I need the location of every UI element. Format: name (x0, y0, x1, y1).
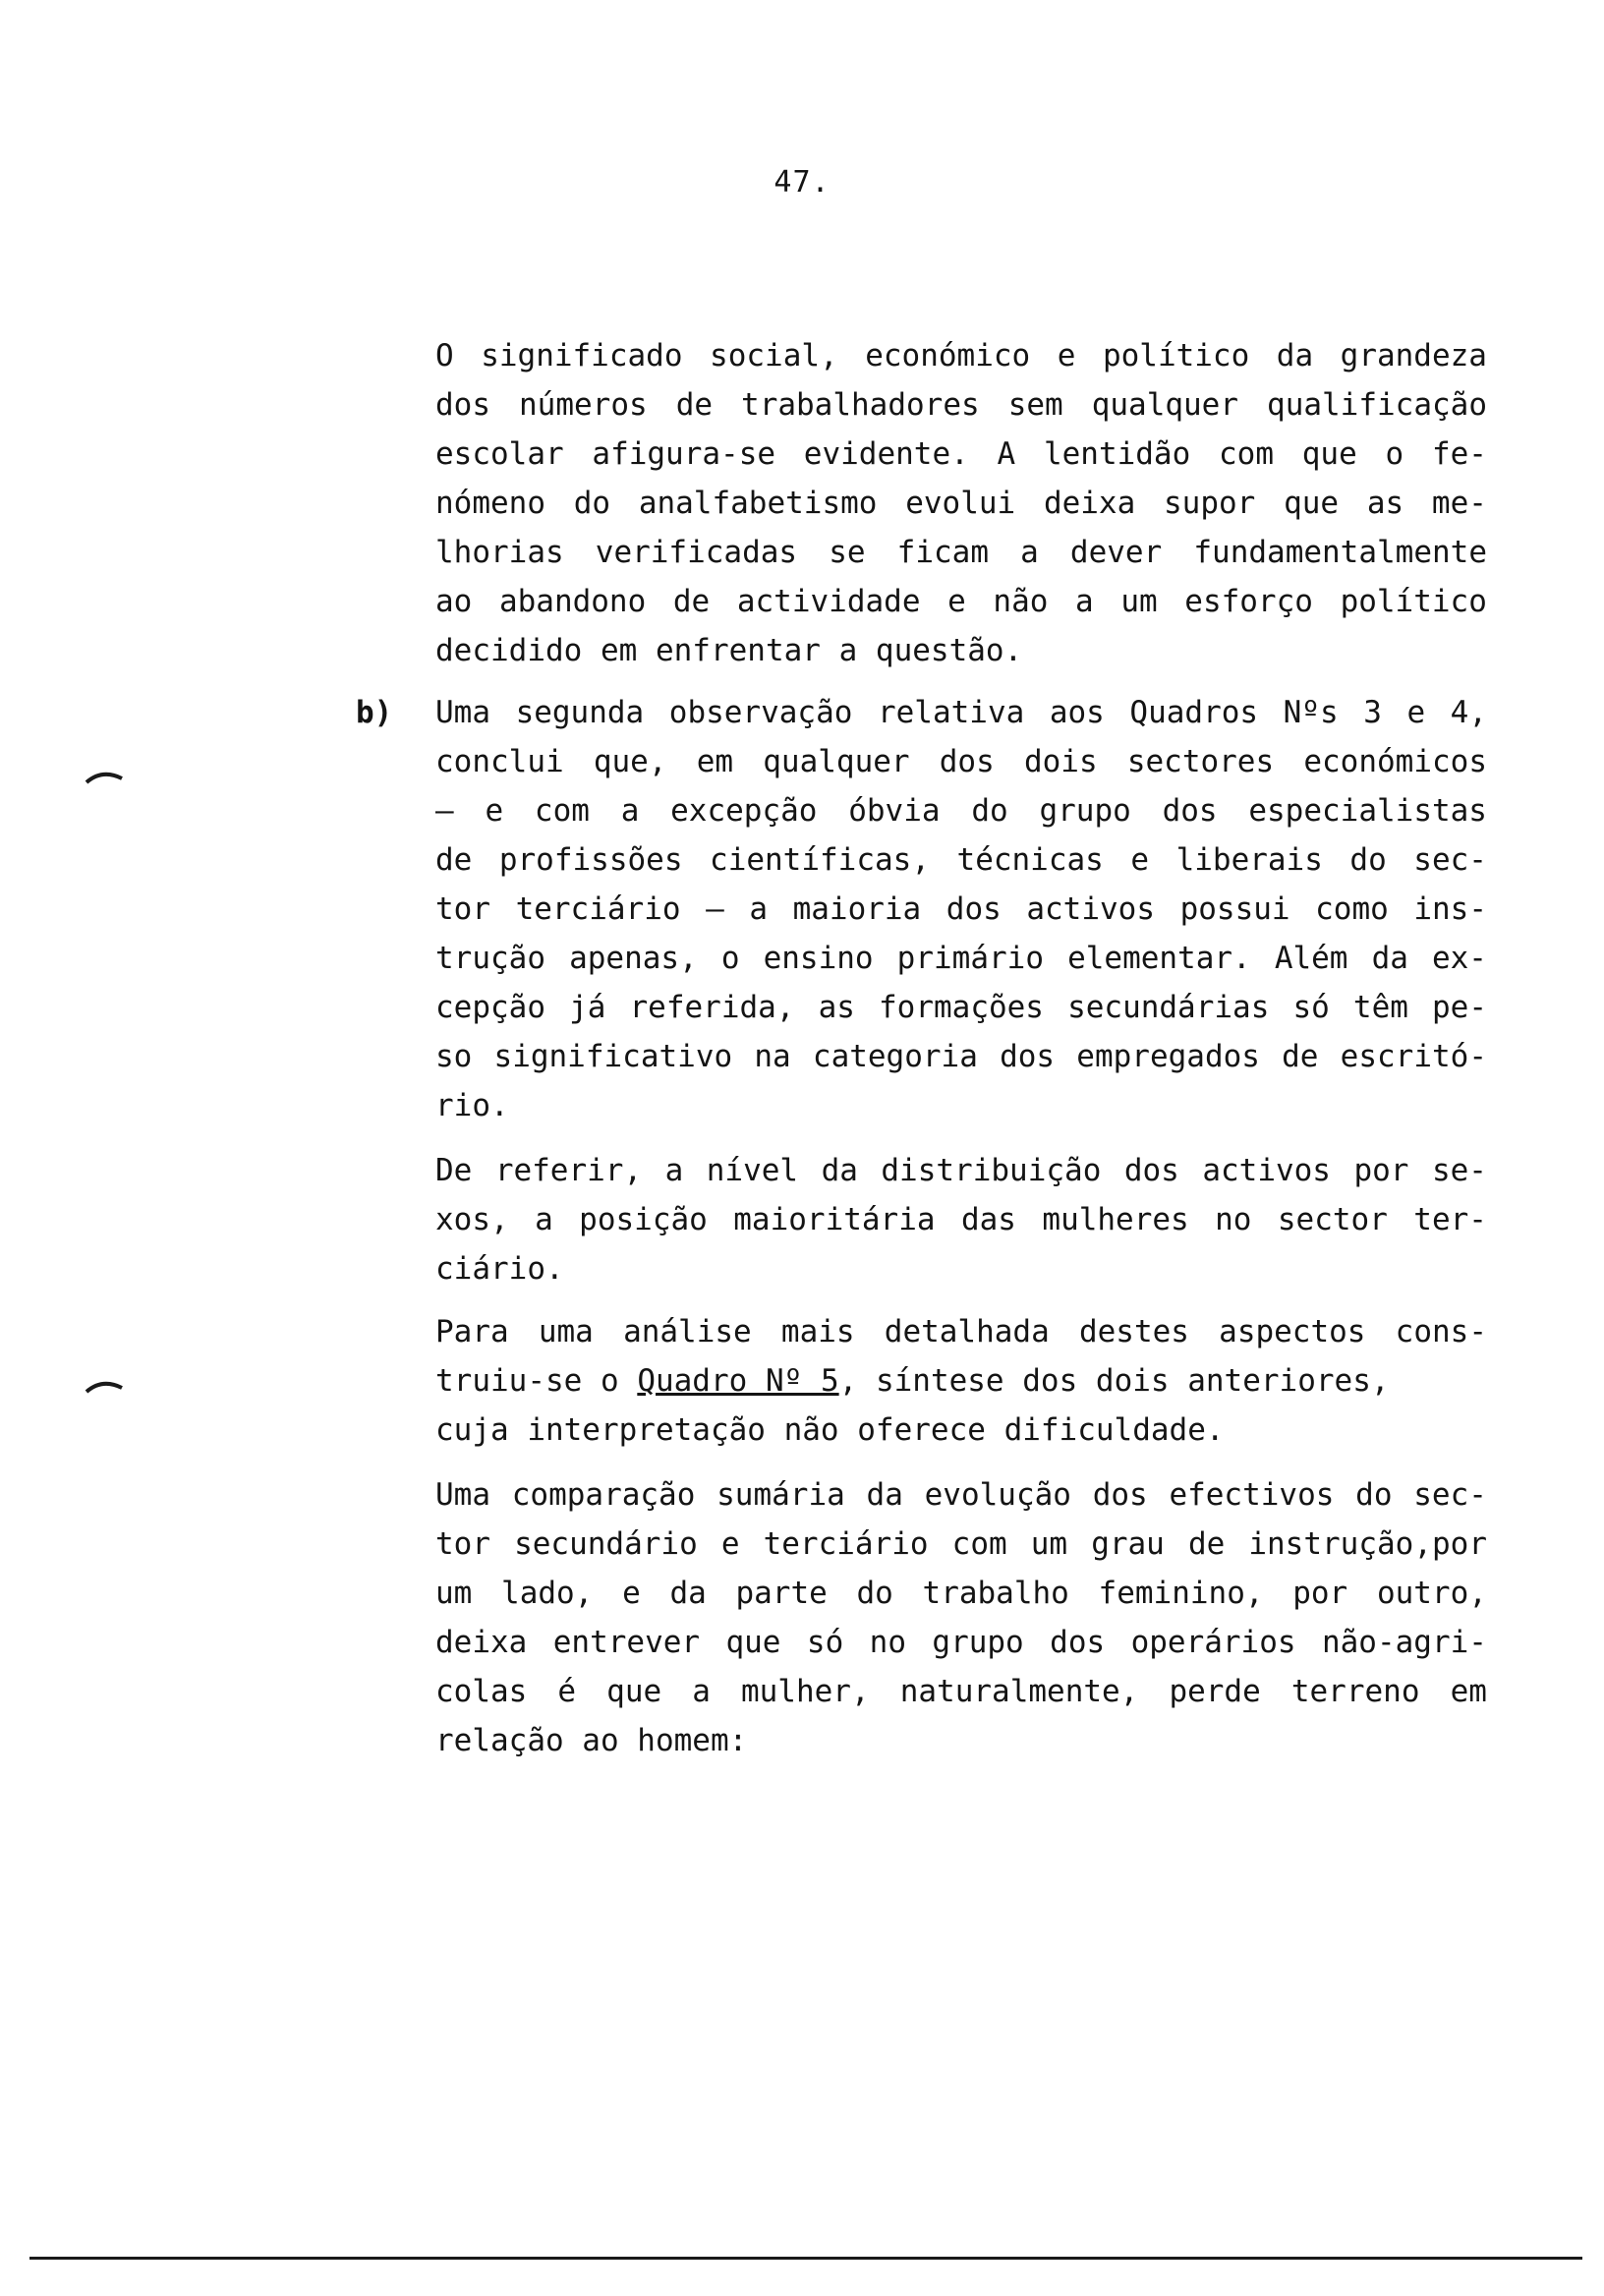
word: trabalho (922, 1576, 1069, 1611)
word: feminino, (1098, 1576, 1264, 1611)
margin-mark-icon (85, 767, 124, 786)
word: aspectos (1219, 1314, 1366, 1349)
word: cons- (1395, 1314, 1487, 1349)
word: as (1366, 486, 1404, 521)
word: se- (1431, 1153, 1487, 1188)
word: fe- (1431, 436, 1487, 472)
word: supor (1164, 486, 1256, 521)
word: deixa (435, 1625, 528, 1660)
word: dos (435, 387, 490, 423)
text-line (435, 331, 1487, 380)
word: qualificação (1267, 387, 1487, 423)
word: activos (1202, 1153, 1331, 1188)
word: qualquer (1091, 387, 1239, 423)
word: e (485, 793, 504, 829)
word: formações (879, 990, 1044, 1025)
word: tor (435, 891, 490, 927)
text-line (435, 835, 1487, 885)
word: activos (1026, 891, 1156, 927)
text-line: ciário. (435, 1251, 564, 1287)
word: primário (896, 941, 1044, 976)
word: de (1282, 1039, 1319, 1074)
word: como (1315, 891, 1389, 927)
text-line (435, 1520, 1487, 1569)
word: ins- (1413, 891, 1487, 927)
word: que (606, 1674, 662, 1709)
word: ex- (1431, 941, 1487, 976)
word: dos (1092, 1477, 1148, 1513)
word: evidente. (803, 436, 969, 472)
word: analfabetismo (638, 486, 878, 521)
word: colas (435, 1674, 528, 1709)
word: político (1102, 338, 1250, 373)
word: dos (1162, 793, 1218, 829)
text-line (435, 885, 1487, 934)
word: sectores (1126, 744, 1275, 779)
text-line (435, 983, 1487, 1032)
word: categoria (812, 1039, 978, 1074)
word: a (1020, 535, 1039, 570)
word: social, (710, 338, 838, 373)
word: conclui (435, 744, 564, 779)
word: e (720, 1526, 740, 1562)
word: a (535, 1202, 553, 1237)
word: se (829, 535, 866, 570)
word: significado (481, 338, 683, 373)
word: referida, (629, 990, 795, 1025)
word: distribuição (881, 1153, 1102, 1188)
word: de (435, 842, 473, 878)
word: Uma (435, 1477, 490, 1513)
word: 3 (1363, 695, 1382, 730)
word: óbvia (848, 793, 941, 829)
word: da (1276, 338, 1314, 373)
word: um (1120, 584, 1158, 619)
word: do (1355, 1477, 1393, 1513)
word: ensino (763, 941, 874, 976)
word: que (1301, 436, 1357, 472)
word: instrução,por (1248, 1526, 1487, 1562)
word: aos (1049, 695, 1105, 730)
text-line: cuja interpretação não oferece dificuldade. (435, 1412, 1225, 1448)
text-line (435, 380, 1487, 430)
text-line (435, 1146, 1487, 1195)
word: observação (668, 695, 853, 730)
word: ao (435, 584, 473, 619)
word: afigura-se (592, 436, 776, 472)
word: abandono (498, 584, 647, 619)
word: ficam (896, 535, 989, 570)
word: Além (1274, 941, 1348, 976)
word: pe- (1432, 990, 1487, 1025)
word: referir, (494, 1153, 643, 1188)
word: — (435, 793, 454, 829)
word: económico (865, 338, 1031, 373)
word: verificadas (595, 535, 798, 570)
word: da (821, 1153, 858, 1188)
text-segment: , síntese dos dois anteriores, (838, 1363, 1390, 1399)
word: O (435, 338, 454, 373)
word: terciário (515, 891, 681, 927)
text-line: relação ao homem: (435, 1723, 748, 1758)
word: posição (579, 1202, 708, 1237)
word: técnicas (956, 842, 1104, 878)
word: sec- (1413, 1477, 1487, 1513)
word: perde (1169, 1674, 1261, 1709)
word: trabalhadores (741, 387, 980, 423)
word: no (1215, 1202, 1252, 1237)
word: secundárias (1067, 990, 1270, 1025)
word: a (749, 891, 769, 927)
word: especialistas (1248, 793, 1487, 829)
word: terreno (1290, 1674, 1420, 1709)
word: operários (1130, 1625, 1296, 1660)
text-line (435, 786, 1487, 835)
word: lhorias (435, 535, 564, 570)
word: grupo (932, 1625, 1024, 1660)
word: dos (939, 744, 995, 779)
word: dos (1123, 1153, 1179, 1188)
word: de (672, 584, 711, 619)
word: do (1349, 842, 1387, 878)
text-line: decidido em enfrentar a questão. (435, 633, 1023, 668)
word: uma (538, 1314, 594, 1349)
word: a (664, 1153, 684, 1188)
word: da (866, 1477, 903, 1513)
text-line (435, 1032, 1487, 1081)
item-label: b) (356, 695, 393, 730)
word: em (1450, 1674, 1487, 1709)
word: é (557, 1674, 577, 1709)
word: político (1340, 584, 1487, 619)
word: o (720, 941, 740, 976)
text-line (435, 430, 1487, 479)
word: outro, (1376, 1576, 1487, 1611)
word: excepção (670, 793, 818, 829)
word: e (947, 584, 966, 619)
word: económicos (1303, 744, 1487, 779)
word: detalhada (884, 1314, 1050, 1349)
text-line (435, 934, 1487, 983)
word: a (620, 793, 640, 829)
word: análise (623, 1314, 752, 1349)
word: de (1187, 1526, 1226, 1562)
word: com (534, 793, 590, 829)
word: do (971, 793, 1008, 829)
word: actividade (736, 584, 921, 619)
margin-mark-icon (85, 1376, 124, 1396)
word: em (696, 744, 734, 779)
text-line (435, 1667, 1487, 1716)
word: só (806, 1625, 844, 1660)
word: qualquer (763, 744, 910, 779)
word: do (573, 486, 611, 521)
word: segunda (515, 695, 645, 730)
text-line (435, 1356, 1487, 1406)
word: Quadros (1129, 695, 1259, 730)
word: o (1385, 436, 1404, 472)
word: que (725, 1625, 781, 1660)
word: do (856, 1576, 893, 1611)
word: a (1075, 584, 1094, 619)
word: Nºs (1283, 695, 1339, 730)
word: sector (1277, 1202, 1388, 1237)
word: me- (1431, 486, 1487, 521)
word: da (669, 1576, 707, 1611)
word: dos (1000, 1039, 1056, 1074)
word: evolui (905, 486, 1016, 521)
word: terciário (763, 1526, 929, 1562)
text-line (435, 528, 1487, 577)
word: grau (1091, 1526, 1165, 1562)
word: tor (435, 1526, 490, 1562)
word: escritó- (1340, 1039, 1487, 1074)
word: xos, (435, 1202, 509, 1237)
text-line (435, 688, 1487, 737)
word: com (1219, 436, 1275, 472)
word: sec- (1413, 842, 1487, 878)
word: fundamentalmente (1193, 535, 1487, 570)
word: as (818, 990, 855, 1025)
word: A (997, 436, 1016, 472)
word: parte (735, 1576, 828, 1611)
word: Uma (435, 695, 490, 730)
word: na (754, 1039, 791, 1074)
word: que (1284, 486, 1340, 521)
word: deixa (1043, 486, 1136, 521)
text-line (435, 1618, 1487, 1667)
word: um (435, 1576, 473, 1611)
word: evolução (924, 1477, 1071, 1513)
word: entrever (552, 1625, 701, 1660)
word: trução (435, 941, 545, 976)
word: dos (945, 891, 1002, 927)
word: não (993, 584, 1049, 619)
word: liberais (1175, 842, 1323, 878)
word: — (706, 891, 724, 927)
text-line (435, 1569, 1487, 1618)
word: já (569, 990, 606, 1025)
text-segment: truiu-se o (435, 1363, 619, 1399)
word: e (1406, 695, 1426, 730)
word: e (622, 1576, 641, 1611)
word: grupo (1039, 793, 1131, 829)
word: nível (706, 1153, 799, 1188)
word: mais (780, 1314, 855, 1349)
word: escolar (435, 436, 564, 472)
word: maioritária (733, 1202, 936, 1237)
word: Para (435, 1314, 509, 1349)
word: só (1292, 990, 1330, 1025)
word: um (1030, 1526, 1068, 1562)
word: profissões (498, 842, 683, 878)
word: das (960, 1202, 1016, 1237)
word: empregados (1076, 1039, 1260, 1074)
text-line (435, 577, 1487, 626)
text-line (435, 1470, 1487, 1520)
text-line: rio. (435, 1088, 509, 1123)
word: não-agri- (1321, 1625, 1487, 1660)
word: têm (1352, 990, 1408, 1025)
word: de (675, 387, 714, 423)
word: significativo (493, 1039, 733, 1074)
word: maioria (792, 891, 922, 927)
word: e (1057, 338, 1076, 373)
word: naturalmente, (899, 1674, 1139, 1709)
word: esforço (1184, 584, 1313, 619)
word: elementar. (1067, 941, 1251, 976)
bottom-rule (29, 2257, 1582, 2260)
word: científicas, (710, 842, 930, 878)
word: dever (1069, 535, 1163, 570)
word: ter- (1413, 1202, 1487, 1237)
word: e (1130, 842, 1150, 878)
word: destes (1078, 1314, 1189, 1349)
word: lado, (501, 1576, 594, 1611)
word: sem (1007, 387, 1063, 423)
word: 4, (1450, 695, 1487, 730)
word: no (869, 1625, 906, 1660)
text-line (435, 737, 1487, 786)
word: so (435, 1039, 473, 1074)
word: possui (1179, 891, 1290, 927)
word: relativa (877, 695, 1025, 730)
word: nómeno (435, 486, 545, 521)
word: por (1353, 1153, 1409, 1188)
word: lentidão (1043, 436, 1191, 472)
word: com (951, 1526, 1007, 1562)
text-line (435, 1307, 1487, 1356)
word: dois (1023, 744, 1098, 779)
page-number: 47. (773, 165, 831, 200)
word: mulher, (740, 1674, 870, 1709)
word: cepção (435, 990, 545, 1025)
word: por (1292, 1576, 1348, 1611)
word: dos (1050, 1625, 1106, 1660)
word: comparação (511, 1477, 696, 1513)
word: grandeza (1340, 338, 1487, 373)
word: da (1371, 941, 1408, 976)
word: sumária (716, 1477, 845, 1513)
word: a (692, 1674, 711, 1709)
word: que, (593, 744, 667, 779)
word: apenas, (569, 941, 698, 976)
word: efectivos (1169, 1477, 1335, 1513)
word: secundário (514, 1526, 698, 1562)
word: números (519, 387, 648, 423)
word: De (435, 1153, 473, 1188)
text-line (435, 479, 1487, 528)
word: mulheres (1042, 1202, 1189, 1237)
quadro-reference: Quadro Nº 5 (637, 1363, 839, 1399)
text-line (435, 1195, 1487, 1244)
